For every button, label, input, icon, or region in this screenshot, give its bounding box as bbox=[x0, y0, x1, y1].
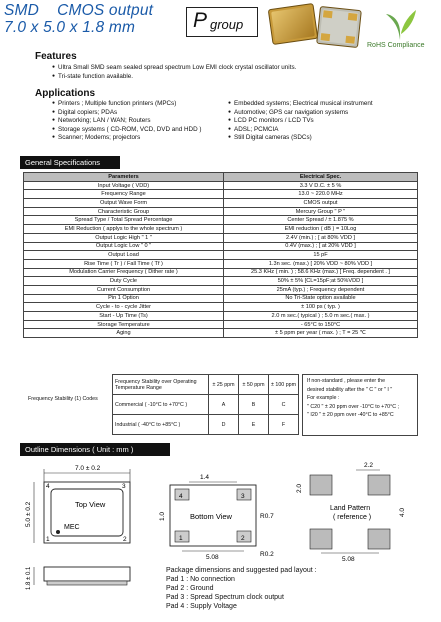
list-item: ● Printers ; Multiple function printers (MPCs) bbox=[52, 100, 202, 109]
list-item: ● Storage systems ( CD-ROM, VCD, DVD and HDD ) bbox=[52, 126, 202, 135]
note-line: " I20 " ± 20 ppm over -40°C to +85°C bbox=[307, 412, 394, 418]
spec-parameter: Duty Cycle bbox=[24, 277, 224, 286]
spec-table bbox=[23, 172, 418, 338]
reference-label: ( reference ) bbox=[333, 514, 372, 521]
top-view-drawing bbox=[25, 465, 130, 543]
spec-parameter: Cycle - to - cycle Jitter bbox=[24, 303, 224, 312]
pin-label: 1 bbox=[46, 536, 50, 543]
spec-parameter: Current Consumption bbox=[24, 285, 224, 294]
pad-item: Pad 2 : Ground bbox=[166, 585, 214, 592]
pin-label: 2 bbox=[123, 536, 127, 543]
note-line: For example : bbox=[307, 395, 340, 401]
spec-value: 50% ± 5% [CL=15pF;at 50%VDD ] bbox=[224, 277, 418, 286]
spec-parameter: Characteristic Group bbox=[24, 207, 224, 216]
pin1-dot-icon bbox=[56, 530, 60, 534]
spec-value: 25mA (typ.) ; Frequency dependent bbox=[224, 285, 418, 294]
dim-4-0: 4.0 bbox=[399, 507, 406, 517]
table-row bbox=[24, 294, 418, 303]
product-title bbox=[4, 2, 153, 36]
spec-parameter: Spread Type / Total Spread Percentage bbox=[24, 216, 224, 225]
table-row bbox=[24, 312, 418, 321]
r07-label: R0.7 bbox=[260, 513, 274, 520]
spec-value: 25.3 KHz ( min. ) ; 58.6 KHz (max.) [ Freq. dependent . ] bbox=[224, 268, 418, 277]
spec-parameter: Aging bbox=[24, 329, 224, 338]
applications-left-list bbox=[52, 100, 202, 143]
pin-label: 3 bbox=[241, 493, 245, 500]
table-row bbox=[24, 329, 418, 338]
spec-value: EMI reduction ( dB ) = 10Log bbox=[224, 225, 418, 234]
outline-dimensions-bar: Outline Dimensions ( Unit : mm ) bbox=[20, 443, 170, 456]
dim-2-2: 2.2 bbox=[364, 462, 374, 469]
dim-5-0: 5.0 ± 0.2 bbox=[25, 501, 32, 527]
spec-value: 1.3n sec. (max.) [ 20% VDD ~ 80% VDD ] bbox=[224, 259, 418, 268]
group-badge bbox=[186, 7, 258, 37]
table-row bbox=[24, 207, 418, 216]
bottom-view-label: Bottom View bbox=[190, 512, 232, 521]
pad-descriptions bbox=[166, 566, 317, 611]
pad-item: Pad 3 : Spread Spectrum clock output bbox=[166, 594, 284, 601]
table-row bbox=[24, 233, 418, 242]
dim-2-0: 2.0 bbox=[296, 483, 303, 493]
chip-photo-bottom bbox=[316, 6, 362, 48]
group-letter: P bbox=[193, 9, 208, 32]
list-item: ● Ultra Small SMD seam sealed spread spectrum Low EMI clock crystal oscillator units. bbox=[52, 64, 296, 73]
dim-5-08: 5.08 bbox=[206, 554, 219, 561]
dim-1-8: 1.8 ± 0.1 bbox=[26, 566, 32, 590]
spec-parameter: Start - Up Time (Ts) bbox=[24, 312, 224, 321]
pin-label: 3 bbox=[122, 483, 126, 490]
r02-label: R0.2 bbox=[260, 551, 274, 558]
table-row bbox=[24, 181, 418, 190]
code-d: D bbox=[209, 415, 239, 435]
ppm-50: ± 50 ppm bbox=[239, 375, 269, 395]
spec-parameter: Output Logic Low " 0 " bbox=[24, 242, 224, 251]
table-row bbox=[24, 199, 418, 208]
stability-codes-text: Frequency Stability (1) Codes bbox=[28, 396, 98, 402]
spec-value: 0.4V (max.) ; [ at 20% VDD ] bbox=[224, 242, 418, 251]
pads-heading: Package dimensions and suggested pad layout : bbox=[166, 567, 317, 574]
table-row bbox=[24, 242, 418, 251]
top-view-label: Top View bbox=[75, 500, 106, 509]
dim-7-0: 7.0 ± 0.2 bbox=[75, 465, 101, 472]
table-row bbox=[24, 320, 418, 329]
pin-label: 1 bbox=[179, 535, 183, 542]
land-pattern-drawing bbox=[296, 462, 406, 563]
spec-value: Center Spread / ± 1.875 % bbox=[224, 216, 418, 225]
table-row bbox=[24, 268, 418, 277]
code-e: E bbox=[239, 415, 269, 435]
code-c: C bbox=[269, 395, 299, 415]
spec-value: 2.4V (min.) ; [ at 80% VDD ] bbox=[224, 233, 418, 242]
bottom-view-drawing bbox=[159, 474, 274, 561]
dim-1-0: 1.0 bbox=[159, 511, 166, 521]
industrial-range: Industrial ( -40°C to +85°C ) bbox=[113, 415, 209, 435]
chip-photo-top bbox=[268, 3, 319, 45]
note-line: If non-standard , please enter the bbox=[307, 378, 386, 384]
spec-value: 15 pF bbox=[224, 251, 418, 260]
spec-parameter: Frequency Range bbox=[24, 190, 224, 199]
table-row bbox=[24, 216, 418, 225]
pad-item: Pad 4 : Supply Voltage bbox=[166, 603, 237, 610]
side-view-drawing bbox=[26, 566, 130, 590]
spec-parameter: EMI Reduction ( applys to the whole spectrum ) bbox=[24, 225, 224, 234]
spec-value: 13.0 ~ 220.0 MHz bbox=[224, 190, 418, 199]
pin-label: 4 bbox=[179, 493, 183, 500]
list-item: ● ADSL; PCMCIA bbox=[228, 126, 373, 135]
spec-value: - 65°C to 150°C bbox=[224, 320, 418, 329]
stability-header: Frequency Stability over Operating Temperature Range bbox=[113, 375, 209, 395]
group-word: group bbox=[210, 17, 244, 32]
land-pattern-label: Land Pattern bbox=[330, 505, 371, 512]
list-item: ● Embedded systems; Electrical musical instrument bbox=[228, 100, 373, 109]
dim-5-08: 5.08 bbox=[342, 556, 355, 563]
spec-parameter: Output Wave Form bbox=[24, 199, 224, 208]
general-specs-bar: General Specifications bbox=[20, 156, 120, 169]
table-row bbox=[24, 259, 418, 268]
pad-item: Pad 1 : No connection bbox=[166, 576, 235, 583]
col-electrical-spec: Electrical Spec. bbox=[224, 173, 418, 182]
list-item: ● LCD PC monitors / LCD TVs bbox=[228, 117, 373, 126]
list-item: ● Still Digital cameras (SDCs) bbox=[228, 134, 373, 143]
table-row bbox=[24, 303, 418, 312]
list-item: ● Scanner; Modems; projectors bbox=[52, 134, 202, 143]
spec-value: 2.0 m sec.( typical ) ; 5.0 m sec.( max. ) bbox=[224, 312, 418, 321]
list-item: ● Tri-state function available. bbox=[52, 73, 296, 82]
stability-table bbox=[112, 374, 299, 435]
spec-parameter: Input Voltage ( VDD) bbox=[24, 181, 224, 190]
ppm-25: ± 25 ppm bbox=[209, 375, 239, 395]
applications-right-list bbox=[228, 100, 373, 143]
code-b: B bbox=[239, 395, 269, 415]
features-list bbox=[52, 64, 296, 81]
rohs-leaf-icon bbox=[380, 6, 420, 42]
spec-value: CMOS output bbox=[224, 199, 418, 208]
spec-value: No Tri-State option available bbox=[224, 294, 418, 303]
code-a: A bbox=[209, 395, 239, 415]
ppm-100: ± 100 ppm bbox=[269, 375, 299, 395]
pin-label: 2 bbox=[241, 535, 245, 542]
note-line: " C20 " ± 20 ppm over -10°C to +70°C ; bbox=[307, 403, 400, 410]
list-item: ● Digital copiers; PDAs bbox=[52, 109, 202, 118]
table-row bbox=[24, 251, 418, 260]
features-heading: Features bbox=[35, 51, 77, 62]
mec-label: MEC bbox=[64, 524, 80, 531]
rohs-label: RoHS Compliance bbox=[367, 42, 425, 49]
table-row bbox=[24, 190, 418, 199]
code-f: F bbox=[269, 415, 299, 435]
list-item: ● Networking; LAN / WAN; Routers bbox=[52, 117, 202, 126]
list-item: ● Automotive; GPS car navigation systems bbox=[228, 109, 373, 118]
table-row bbox=[24, 225, 418, 234]
dim-1-4: 1.4 bbox=[200, 474, 210, 481]
title-line-1: SMD CMOS output bbox=[4, 2, 154, 19]
spec-parameter: Storage Temperature bbox=[24, 320, 224, 329]
spec-parameter: Rise Time ( Tr ) / Fall Time ( Tf ) bbox=[24, 259, 224, 268]
applications-heading: Applications bbox=[35, 88, 96, 99]
col-parameters: Parameters bbox=[24, 173, 224, 182]
spec-value: ± 5 ppm per year ( max. ) ; T = 25 ℃ bbox=[224, 329, 418, 338]
pin-label: 4 bbox=[46, 483, 50, 490]
table-row bbox=[24, 277, 418, 286]
spec-value: Mercury Group " P " bbox=[224, 207, 418, 216]
spec-parameter: Output Load bbox=[24, 251, 224, 260]
commercial-range: Commercial ( -10°C to +70°C ) bbox=[113, 395, 209, 415]
spec-value: ± 100 ps ( typ. ) bbox=[224, 303, 418, 312]
table-row bbox=[24, 285, 418, 294]
spec-parameter: Output Logic High " 1 " bbox=[24, 233, 224, 242]
note-line: desired stability after the " C " or " I " bbox=[307, 386, 393, 393]
spec-parameter: Pin 1 Option bbox=[24, 294, 224, 303]
spec-value: 3.3 V D.C. ± 5 % bbox=[224, 181, 418, 190]
title-line-2: 7.0 x 5.0 x 1.8 mm bbox=[4, 19, 136, 36]
spec-parameter: Modulation Carrier Frequency ( Dither rate ) bbox=[24, 268, 224, 277]
custom-stability-note bbox=[302, 374, 418, 436]
